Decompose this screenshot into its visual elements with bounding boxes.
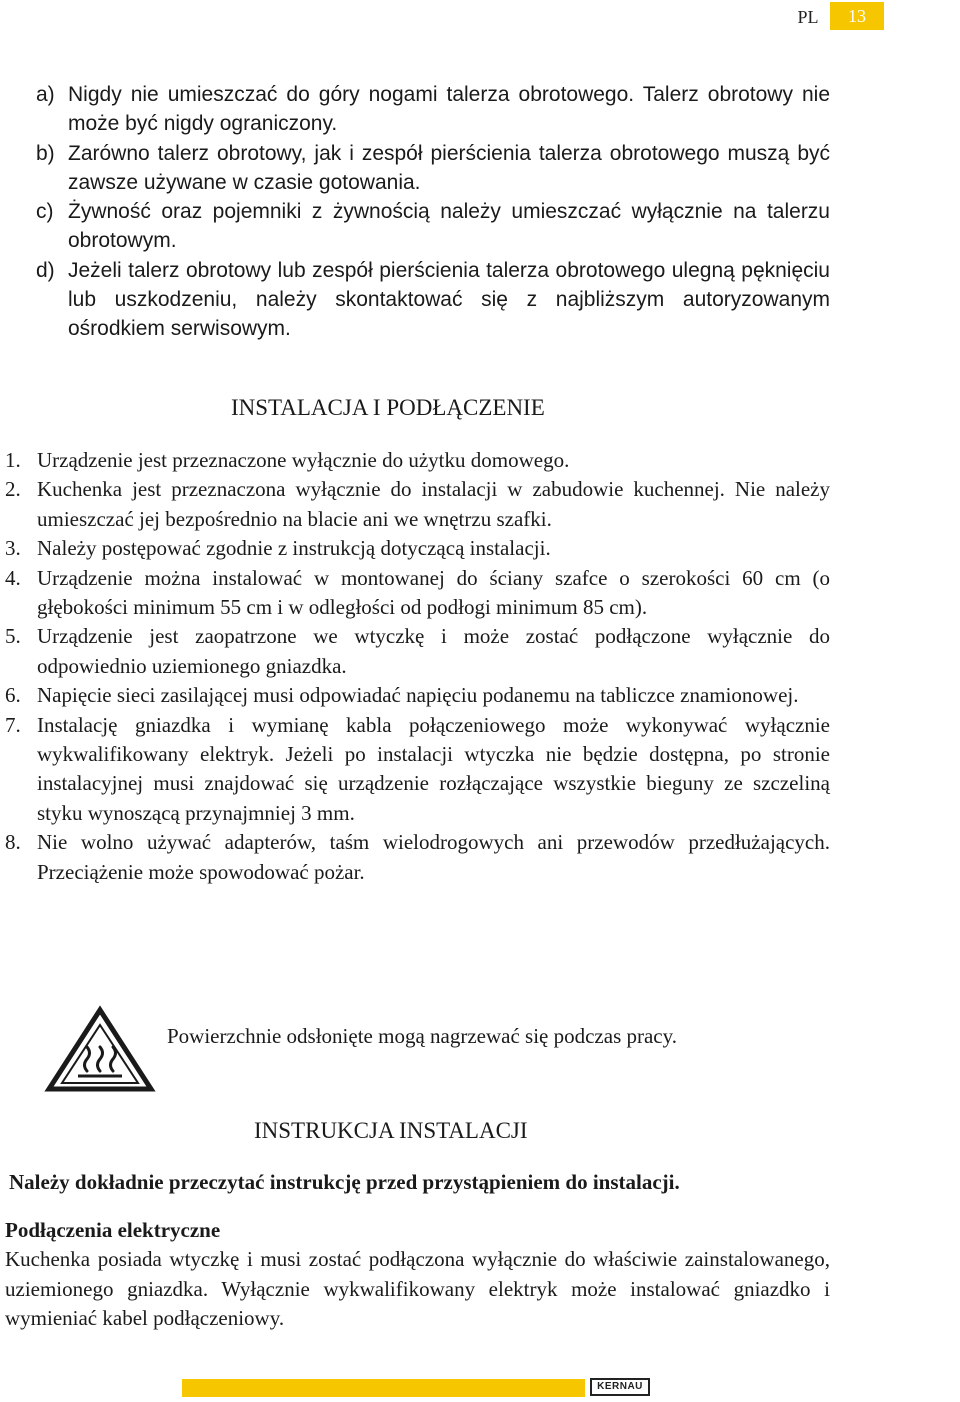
list-marker: d) bbox=[36, 258, 55, 282]
list-item bbox=[5, 711, 830, 829]
installation-section-title: INSTALACJA I PODŁĄCZENIE bbox=[231, 395, 545, 420]
list-item-text: Żywność oraz pojemniki z żywnością należy umieszczać wyłącznie na talerzu obrotowym. bbox=[68, 200, 830, 253]
list-item bbox=[5, 475, 830, 534]
footer-accent-bar bbox=[182, 1379, 585, 1397]
list-item-text: Jeżeli talerz obrotowy lub zespół pierścienia talerza obrotowego ulegną pęknięciu lub uszkodzeniu, należy skontaktować się z najbliższym autoryzowanym ośrodkiem serwisowym. bbox=[68, 258, 830, 341]
list-item-text: Nie wolno używać adapterów, taśm wielodrogowych ani przewodów przedłużających. Przeciążenie może spowodować pożar. bbox=[37, 830, 830, 884]
list-marker: b) bbox=[36, 141, 55, 165]
list-marker: 1. bbox=[5, 448, 21, 472]
list-marker: a) bbox=[36, 83, 55, 106]
list-item bbox=[5, 564, 830, 623]
page-language-label: PL bbox=[797, 7, 819, 27]
list-item bbox=[5, 534, 830, 563]
list-item-text: Urządzenie można instalować w montowanej do ściany szafce o szerokości 60 cm (o głębokości minimum 55 cm i w odległości od podłogi minimum 85 cm). bbox=[37, 565, 830, 620]
list-item bbox=[5, 446, 830, 475]
electrical-section-title: Podłączenia elektryczne bbox=[5, 1218, 221, 1242]
list-item bbox=[5, 681, 830, 710]
list-item bbox=[36, 139, 830, 198]
installation-rules-list bbox=[5, 446, 830, 887]
list-marker: 5. bbox=[5, 624, 21, 649]
list-item bbox=[36, 80, 830, 139]
brand-logo: KERNAU bbox=[590, 1378, 650, 1396]
list-item-text: Urządzenie jest zaopatrzone we wtyczkę i może zostać podłączone wyłącznie do odpowiednio uziemionego gniazdka. bbox=[37, 624, 830, 678]
list-marker: 3. bbox=[5, 536, 21, 561]
list-item bbox=[36, 197, 830, 256]
list-item-text: Instalację gniazdka i wymianę kabla połączeniowego może wykonywać wyłącznie wykwalifikowany elektryk. Jeżeli po instalacji wtyczka nie będzie dostępna, po stronie instalacyjnej musi znajdować się urządzenie rozłączające wszystkie bieguny ze szczeliną styku wynoszącą przynajmniej 3 mm. bbox=[37, 712, 830, 825]
list-marker: 2. bbox=[5, 477, 21, 502]
page-number-badge: 13 bbox=[830, 2, 884, 30]
instructions-section-title: INSTRUKCJA INSTALACJI bbox=[254, 1118, 528, 1143]
list-marker: 6. bbox=[5, 683, 21, 708]
hot-surface-warning-icon bbox=[44, 1005, 156, 1093]
list-marker: 4. bbox=[5, 565, 21, 590]
list-item-text: Nigdy nie umieszczać do góry nogami talerza obrotowego. Talerz obrotowy nie może być nigdy ograniczony. bbox=[68, 83, 830, 136]
list-item-text: Urządzenie jest przeznaczone wyłącznie do użytku domowego. bbox=[37, 448, 570, 472]
read-instructions-note: Należy dokładnie przeczytać instrukcję przed przystąpieniem do instalacji. bbox=[9, 1170, 680, 1194]
list-item bbox=[5, 622, 830, 681]
list-item-text: Należy postępować zgodnie z instrukcją dotyczącą instalacji. bbox=[37, 536, 551, 561]
list-marker: c) bbox=[36, 200, 54, 224]
list-item-text: Zarówno talerz obrotowy, jak i zespół pierścienia talerza obrotowego muszą być zawsze używane w czasie gotowania. bbox=[68, 141, 830, 194]
list-item-text: Napięcie sieci zasilającej musi odpowiadać napięciu podanemu na tabliczce znamionowej. bbox=[37, 683, 799, 708]
list-marker: 8. bbox=[5, 830, 21, 855]
list-item bbox=[5, 828, 830, 887]
list-item-text: Kuchenka jest przeznaczona wyłącznie do instalacji w zabudowie kuchennej. Nie należy umieszczać jej bezpośrednio na blacie ani we wnętrzu szafki. bbox=[37, 477, 830, 531]
turntable-rules-list bbox=[36, 80, 830, 344]
list-item bbox=[36, 256, 830, 344]
hot-surface-warning-text: Powierzchnie odsłonięte mogą nagrzewać się podczas pracy. bbox=[167, 1024, 678, 1048]
electrical-section-body: Kuchenka posiada wtyczkę i musi zostać podłączona wyłącznie do właściwie zainstalowanego, uziemionego gniazdka. Wyłącznie wykwalifikowany elektryk może instalować gniazdko i wymieniać kabel podłączeniowy. bbox=[5, 1247, 830, 1330]
list-marker: 7. bbox=[5, 712, 21, 737]
